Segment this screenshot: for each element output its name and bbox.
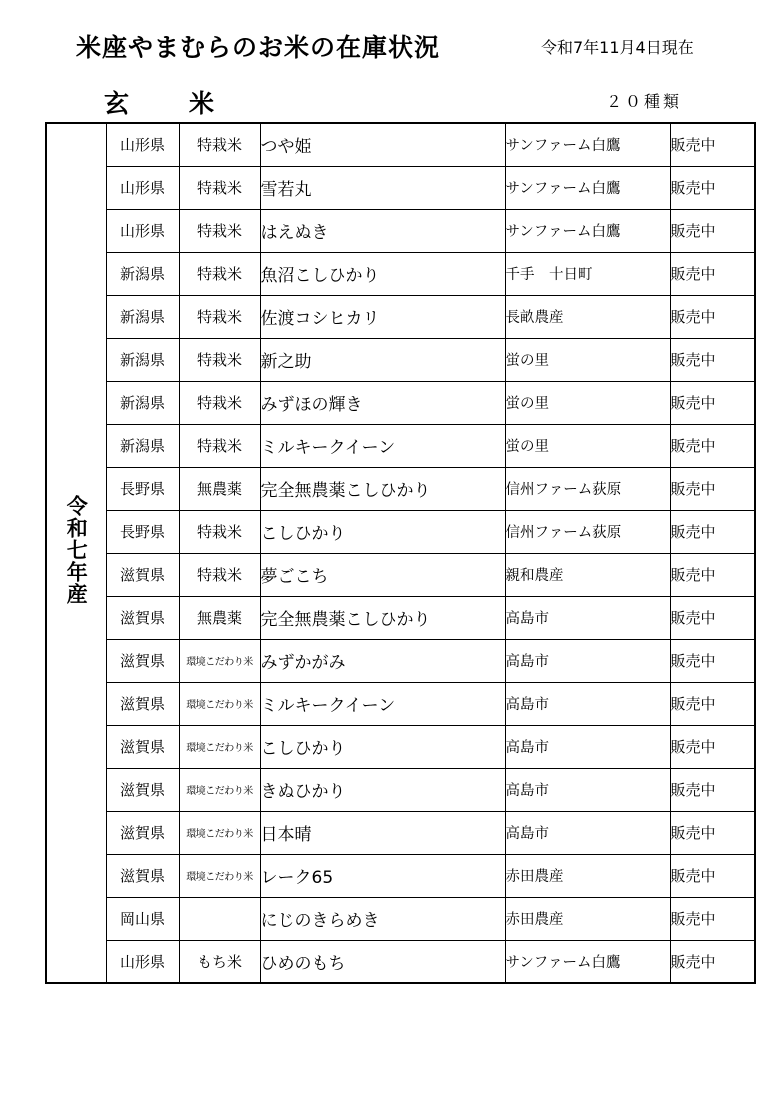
prefecture-cell: 岡山県 [106, 897, 179, 940]
producer-cell: サンファーム白鷹 [505, 166, 670, 209]
prefecture-cell: 山形県 [106, 166, 179, 209]
stock-table [45, 122, 756, 984]
status-cell: 販売中 [670, 295, 755, 338]
status-cell: 販売中 [670, 381, 755, 424]
category-cell: 特栽米 [179, 553, 260, 596]
prefecture-cell: 新潟県 [106, 424, 179, 467]
variety-cell: 新之助 [260, 338, 505, 381]
prefecture-cell: 山形県 [106, 209, 179, 252]
variety-cell: みずかがみ [260, 639, 505, 682]
prefecture-cell: 滋賀県 [106, 682, 179, 725]
prefecture-cell: 長野県 [106, 510, 179, 553]
prefecture-cell: 滋賀県 [106, 596, 179, 639]
variety-cell: 完全無農薬こしひかり [260, 467, 505, 510]
variety-cell: ひめのもち [260, 940, 505, 983]
producer-cell: 高島市 [505, 639, 670, 682]
table-row [46, 510, 755, 553]
prefecture-cell: 滋賀県 [106, 854, 179, 897]
producer-cell: サンファーム白鷹 [505, 123, 670, 166]
status-cell: 販売中 [670, 166, 755, 209]
category-cell: 特栽米 [179, 381, 260, 424]
prefecture-cell: 山形県 [106, 940, 179, 983]
table-row [46, 295, 755, 338]
category-cell: 無農薬 [179, 596, 260, 639]
producer-cell: 高島市 [505, 768, 670, 811]
stock-table-body [46, 123, 755, 983]
table-row [46, 166, 755, 209]
prefecture-cell: 滋賀県 [106, 725, 179, 768]
variety-cell: 佐渡コシヒカリ [260, 295, 505, 338]
category-cell: 特栽米 [179, 123, 260, 166]
producer-cell: 高島市 [505, 682, 670, 725]
variety-cell: ミルキークイーン [260, 682, 505, 725]
status-cell: 販売中 [670, 553, 755, 596]
variety-count: ２０種類 [606, 92, 683, 111]
category-cell: 無農薬 [179, 467, 260, 510]
status-cell: 販売中 [670, 424, 755, 467]
category-cell: もち米 [179, 940, 260, 983]
table-row [46, 123, 755, 166]
status-cell: 販売中 [670, 338, 755, 381]
table-row [46, 682, 755, 725]
table-row [46, 381, 755, 424]
variety-cell: はえぬき [260, 209, 505, 252]
table-row [46, 725, 755, 768]
table-row [46, 596, 755, 639]
variety-cell: にじのきらめき [260, 897, 505, 940]
category-cell: 特栽米 [179, 166, 260, 209]
variety-cell: 魚沼こしひかり [260, 252, 505, 295]
producer-cell: 高島市 [505, 725, 670, 768]
variety-cell: ミルキークイーン [260, 424, 505, 467]
prefecture-cell: 新潟県 [106, 252, 179, 295]
category-cell: 特栽米 [179, 424, 260, 467]
status-cell: 販売中 [670, 811, 755, 854]
status-cell: 販売中 [670, 768, 755, 811]
table-row [46, 940, 755, 983]
table-row [46, 768, 755, 811]
prefecture-cell: 新潟県 [106, 381, 179, 424]
status-cell: 販売中 [670, 123, 755, 166]
producer-cell: 信州ファーム荻原 [505, 510, 670, 553]
table-row [46, 897, 755, 940]
crop-year-label: 令和七年産 [64, 495, 89, 605]
category-cell: 特栽米 [179, 209, 260, 252]
table-row [46, 639, 755, 682]
variety-cell: こしひかり [260, 725, 505, 768]
table-row [46, 553, 755, 596]
category-cell: 特栽米 [179, 252, 260, 295]
variety-cell: きぬひかり [260, 768, 505, 811]
producer-cell: 高島市 [505, 596, 670, 639]
producer-cell: サンファーム白鷹 [505, 209, 670, 252]
prefecture-cell: 新潟県 [106, 295, 179, 338]
variety-cell: みずほの輝き [260, 381, 505, 424]
status-cell: 販売中 [670, 897, 755, 940]
producer-cell: 蛍の里 [505, 424, 670, 467]
producer-cell: 蛍の里 [505, 338, 670, 381]
category-cell: 環境こだわり米 [179, 639, 260, 682]
table-row [46, 338, 755, 381]
variety-cell: 夢ごこち [260, 553, 505, 596]
category-cell: 環境こだわり米 [179, 725, 260, 768]
producer-cell: サンファーム白鷹 [505, 940, 670, 983]
producer-cell: 赤田農産 [505, 854, 670, 897]
status-cell: 販売中 [670, 596, 755, 639]
status-cell: 販売中 [670, 252, 755, 295]
prefecture-cell: 山形県 [106, 123, 179, 166]
category-cell [179, 897, 260, 940]
category-cell: 環境こだわり米 [179, 854, 260, 897]
table-row [46, 424, 755, 467]
table-row [46, 811, 755, 854]
producer-cell: 千手 十日町 [505, 252, 670, 295]
category-cell: 環境こだわり米 [179, 682, 260, 725]
status-cell: 販売中 [670, 639, 755, 682]
table-row [46, 252, 755, 295]
variety-cell: 日本晴 [260, 811, 505, 854]
category-cell: 特栽米 [179, 338, 260, 381]
status-cell: 販売中 [670, 940, 755, 983]
producer-cell: 長畝農産 [505, 295, 670, 338]
as-of-date: 令和7年11月4日現在 [541, 38, 694, 57]
variety-cell: こしひかり [260, 510, 505, 553]
producer-cell: 蛍の里 [505, 381, 670, 424]
page-title: 米座やまむらのお米の在庫状況 [76, 33, 441, 62]
prefecture-cell: 滋賀県 [106, 553, 179, 596]
variety-cell: 雪若丸 [260, 166, 505, 209]
producer-cell: 高島市 [505, 811, 670, 854]
table-row [46, 467, 755, 510]
category-cell: 特栽米 [179, 510, 260, 553]
category-cell: 特栽米 [179, 295, 260, 338]
status-cell: 販売中 [670, 209, 755, 252]
status-cell: 販売中 [670, 510, 755, 553]
category-cell: 環境こだわり米 [179, 768, 260, 811]
prefecture-cell: 新潟県 [106, 338, 179, 381]
table-row [46, 854, 755, 897]
table-row [46, 209, 755, 252]
status-cell: 販売中 [670, 854, 755, 897]
producer-cell: 親和農産 [505, 553, 670, 596]
variety-cell: レーク65 [260, 854, 505, 897]
status-cell: 販売中 [670, 467, 755, 510]
producer-cell: 信州ファーム荻原 [505, 467, 670, 510]
prefecture-cell: 滋賀県 [106, 768, 179, 811]
variety-cell: つや姫 [260, 123, 505, 166]
prefecture-cell: 長野県 [106, 467, 179, 510]
status-cell: 販売中 [670, 725, 755, 768]
status-cell: 販売中 [670, 682, 755, 725]
section-title: 玄米 [104, 89, 275, 118]
prefecture-cell: 滋賀県 [106, 811, 179, 854]
crop-year-cell [46, 123, 106, 983]
category-cell: 環境こだわり米 [179, 811, 260, 854]
variety-cell: 完全無農薬こしひかり [260, 596, 505, 639]
prefecture-cell: 滋賀県 [106, 639, 179, 682]
producer-cell: 赤田農産 [505, 897, 670, 940]
